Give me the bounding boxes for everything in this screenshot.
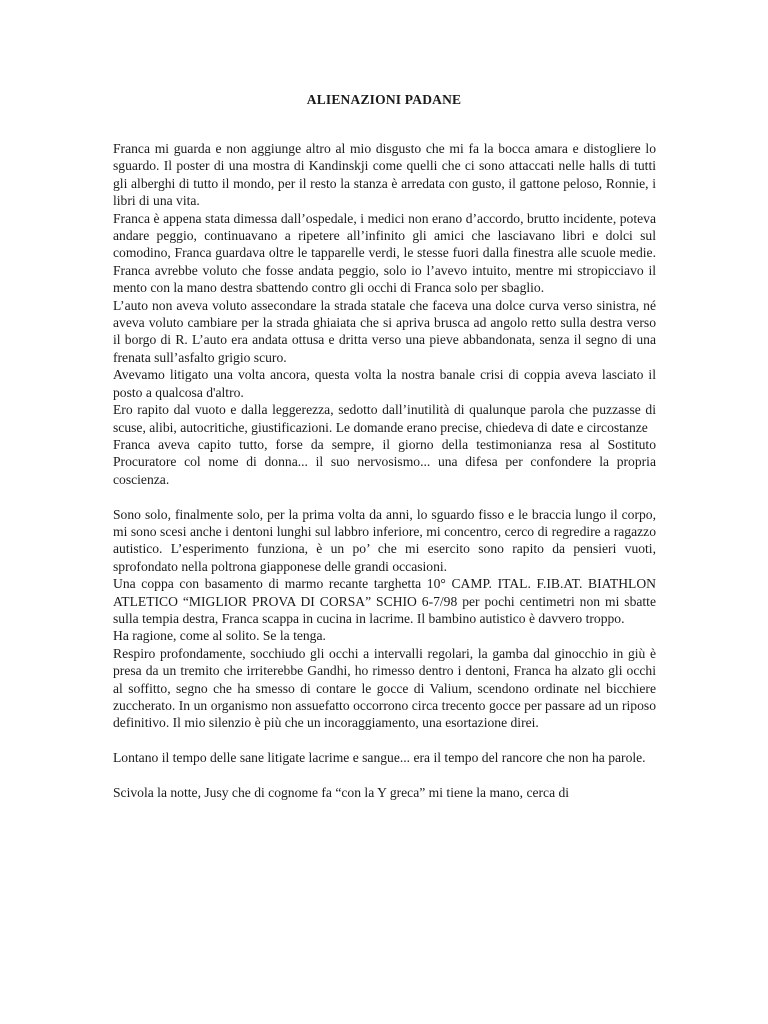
paragraph-11: Lontano il tempo delle sane litigate lacrime e sangue... era il tempo del rancore che non ha parole.	[113, 750, 646, 766]
paragraph-7: Sono solo, finalmente solo, per la prima volta da anni, lo sguardo fisso e le braccia lungo il corpo, mi sono scesi anche i dentoni lunghi sul labbro inferiore, mi concentro, cerco di regredire a ragazzo autistico. L’esperimento funziona, è un po’ che mi esercito sono rapito da pensieri vuoti, sprofondato nella poltrona giapponese delle grandi occasioni.	[113, 506, 656, 574]
paragraph-gap	[113, 732, 656, 749]
paragraph-2: Franca è appena stata dimessa dall’ospedale, i medici non erano d’accordo, brutto incidente, poteva andare peggio, continuavano a ripetere all’infinito gli amici che lasciavano libri e dolci sul comodino, Franca guardava oltre le tapparelle verdi, le stesse fuori dalla finestra alle scuole medie. Franca avrebbe voluto che fosse andata peggio, solo io l’avevo intuito, mentre mi stropicciavo il mento con la mano destra sbattendo contro gli occhi di Franca solo per sbaglio.	[113, 210, 656, 296]
paragraph-6: Franca aveva capito tutto, forse da sempre, il giorno della testimonianza resa al Sostituto Procuratore col nome di donna... il suo nervosismo... una difesa per confondere la propria coscienza.	[113, 436, 656, 487]
paragraph-8: Una coppa con basamento di marmo recante targhetta 10° CAMP. ITAL. F.IB.AT. BIATHLON ATLETICO “MIGLIOR PROVA DI CORSA” SCHIO 6-7/98 per pochi centimetri non mi sbatte sulla tempia destra, Franca scappa in cucina in lacrime. Il bambino autistico è davvero troppo.	[113, 576, 656, 626]
paragraph-5: Ero rapito dal vuoto e dalla leggerezza, sedotto dall’inutilità di qualunque parola che puzzasse di scuse, alibi, autocritiche, giustificazioni. Le domande erano precise, chiedeva di date e circostanze	[113, 402, 656, 435]
paragraph-3: L’auto non aveva voluto assecondare la strada statale che faceva una dolce curva verso sinistra, né aveva voluto cambiare per la strada ghiaiata che si apriva brusca ad angolo retto sulla destra verso il borgo di R. L’auto era andata ottusa e dritta verso una pieve abbandonata, senza il segno di una frenata sull’asfalto grigio scuro.	[113, 297, 656, 365]
paragraph-4: Avevamo litigato una volta ancora, questa volta la nostra banale crisi di coppia aveva lasciato il posto a qualcosa d'altro.	[113, 367, 656, 400]
paragraph-gap	[113, 767, 656, 784]
paragraph-9: Ha ragione, come al solito. Se la tenga.	[113, 628, 326, 644]
document-title: ALIENAZIONI PADANE	[306, 92, 462, 107]
document-body	[113, 140, 656, 801]
paragraph-12: Scivola la notte, Jusy che di cognome fa “con la Y greca” mi tiene la mano, cerca di	[113, 784, 570, 800]
paragraph-10: Respiro profondamente, socchiudo gli occhi a intervalli regolari, la gamba dal ginocchio in giù è presa da un tremito che irriterebbe Gandhi, ho rimesso dentro i dentoni, Franca ha alzato gli occhi al soffitto, segno che ha smesso di contare le gocce di Valium, scendono ordinate nel bicchiere zuccherato. In un organismo non assuefatto occorrono circa trecento gocce per passare ad un riposo definitivo. Il mio silenzio è più che un incoraggiamento, una esortazione direi.	[113, 645, 656, 731]
paragraph-1: Franca mi guarda e non aggiunge altro al mio disgusto che mi fa la bocca amara e distogliere lo sguardo. Il poster di una mostra di Kandinskji come quelli che ci sono attaccati nelle halls di tutti gli alberghi di tutto il mondo, per il resto la stanza è arredata con gusto, il gattone peloso, Ronnie, i libri di una vita.	[113, 141, 656, 209]
paragraph-gap	[113, 488, 656, 505]
